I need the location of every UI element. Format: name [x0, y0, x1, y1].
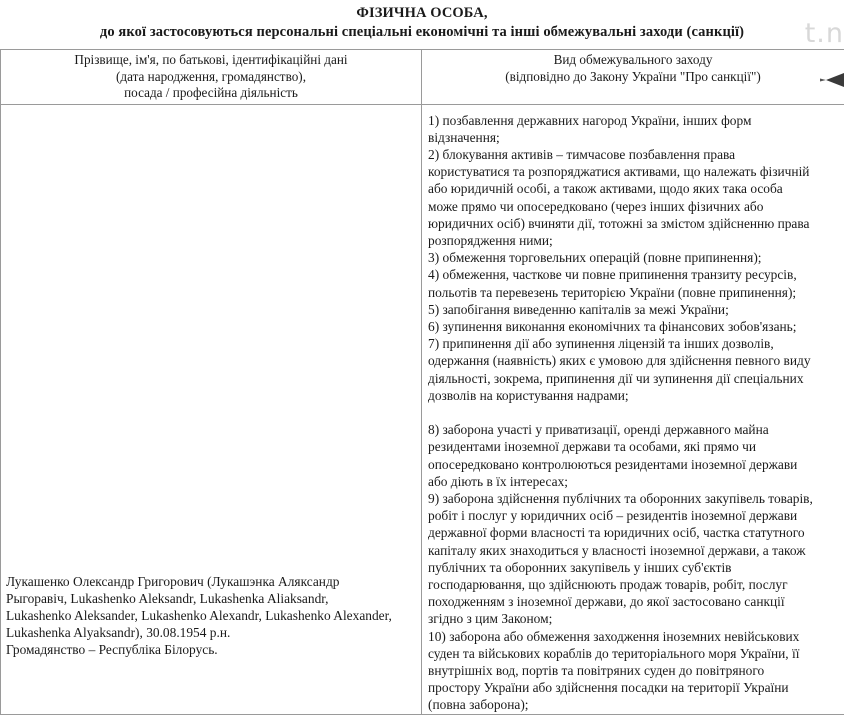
measure-line: суден та військових кораблів до територіального моря України, її [428, 645, 839, 662]
measure-line: або юридичній особі, а також активами, щодо яких така особа [428, 180, 839, 197]
measure-line: може прямо чи опосередковано (через інших фізичних або [428, 198, 839, 215]
table-header [1, 50, 844, 105]
page-subtitle: до якої застосовуються персональні спеціальні економічні та інші обмежувальні заходи (санкції) [0, 23, 844, 42]
person-line: Рыгоравіч, Lukashenko Aleksandr, Lukashenka Aliaksandr, [6, 590, 415, 607]
measure-line: публічних та оборонних закупівель у інших суб'єктів [428, 559, 839, 576]
page-title: ФІЗИЧНА ОСОБА, [0, 4, 844, 23]
column-header-person-line-1: Прізвище, ім'я, по батькові, ідентифікаційні дані [9, 52, 413, 69]
measure-line: згідно з цим Законом; [428, 610, 839, 627]
measure-line: 4) обмеження, часткове чи повне припинення транзиту ресурсів, [428, 266, 839, 283]
measure-line: опосередковано контролюються резидентами іноземної держави [428, 456, 839, 473]
measure-line: одержання (наявність) яких є умовою для здійснення певного виду [428, 352, 839, 369]
table-body [1, 104, 844, 714]
measure-line: внутрішніх вод, портів та повітряних суден до повітряного [428, 662, 839, 679]
measure-line: 9) заборона здійснення публічних та оборонних закупівель товарів, [428, 490, 839, 507]
column-header-person-line-3: посада / професійна діяльність [9, 85, 413, 102]
measure-cell [422, 104, 844, 714]
column-header-measure-line-1: Вид обмежувального заходу [430, 52, 836, 69]
person-line: Lukashenko Aleksander, Lukashenko Alexandr, Lukashenko Alexander, [6, 607, 415, 624]
measure-line: робіт і послуг у юридичних осіб – резидентів іноземної держави [428, 507, 839, 524]
person-line: Громадянство – Республіка Білорусь. [6, 641, 415, 658]
measure-line: 7) припинення дії або зупинення ліцензій та інших дозволів, [428, 335, 839, 352]
measure-line: 3) обмеження торговельних операцій (повне припинення); [428, 249, 839, 266]
measure-line: походженням з іноземної держави, до якої застосовано санкції [428, 593, 839, 610]
restrictive-measures-text [422, 105, 844, 714]
column-header-measure-line-2: (відповідно до Закону України "Про санкції") [430, 69, 836, 86]
column-header-measure [422, 50, 844, 105]
measure-line: розпорядження ними; [428, 232, 839, 249]
measure-line: 2) блокування активів – тимчасове позбавлення права [428, 146, 839, 163]
measure-line: (повна заборона); [428, 696, 839, 713]
table-header-row [1, 50, 844, 105]
person-identity-text [6, 573, 415, 659]
measure-line: діяльності, зокрема, припинення дії чи зупинення дії спеціальних [428, 370, 839, 387]
measure-line: капіталу яких знаходиться у власності іноземної держави, а також [428, 542, 839, 559]
measure-line: користуватися та розпоряджатися активами, що належать фізичній [428, 163, 839, 180]
measure-line: 8) заборона участі у приватизації, оренді державного майна [428, 421, 839, 438]
measure-line: господарювання, що здійснюють продаж товарів, робіт, послуг [428, 576, 839, 593]
column-header-person [1, 50, 422, 105]
measure-line: польотів та перевезень територією України (повне припинення); [428, 284, 839, 301]
person-line: Лукашенко Олександр Григорович (Лукашэнка Аляксандр [6, 573, 415, 590]
watermark-text: t.n [805, 18, 844, 49]
measure-line: юридичних осіб) вчиняти дії, тотожні за змістом здійсненню права [428, 215, 839, 232]
measure-line: дозволів на користування надрами; [428, 387, 839, 404]
measure-line: 1) позбавлення державних нагород України, інших форм [428, 112, 839, 129]
person-line: Lukashenka Alyaksandr), 30.08.1954 р.н. [6, 624, 415, 641]
measure-line: 6) зупинення виконання економічних та фінансових зобов'язань; [428, 318, 839, 335]
measure-line: резидентами іноземної держави та особами, які прямо чи [428, 438, 839, 455]
measure-line-spacer [428, 404, 839, 421]
measure-line: або діють в їх інтересах; [428, 473, 839, 490]
person-cell [1, 104, 422, 714]
measure-line: простору України або здійснення посадки на території України [428, 679, 839, 696]
measure-line: 5) запобігання виведенню капіталів за межі України; [428, 301, 839, 318]
measure-line: державної форми власності та юридичних осіб, частка статутного [428, 524, 839, 541]
measure-line: відзначення; [428, 129, 839, 146]
table-row [1, 104, 844, 714]
document-title-block [0, 0, 844, 42]
column-header-person-line-2: (дата народження, громадянство), [9, 69, 413, 86]
sanctions-table [0, 49, 844, 715]
measure-line: 10) заборона або обмеження заходження іноземних невійськових [428, 628, 839, 645]
